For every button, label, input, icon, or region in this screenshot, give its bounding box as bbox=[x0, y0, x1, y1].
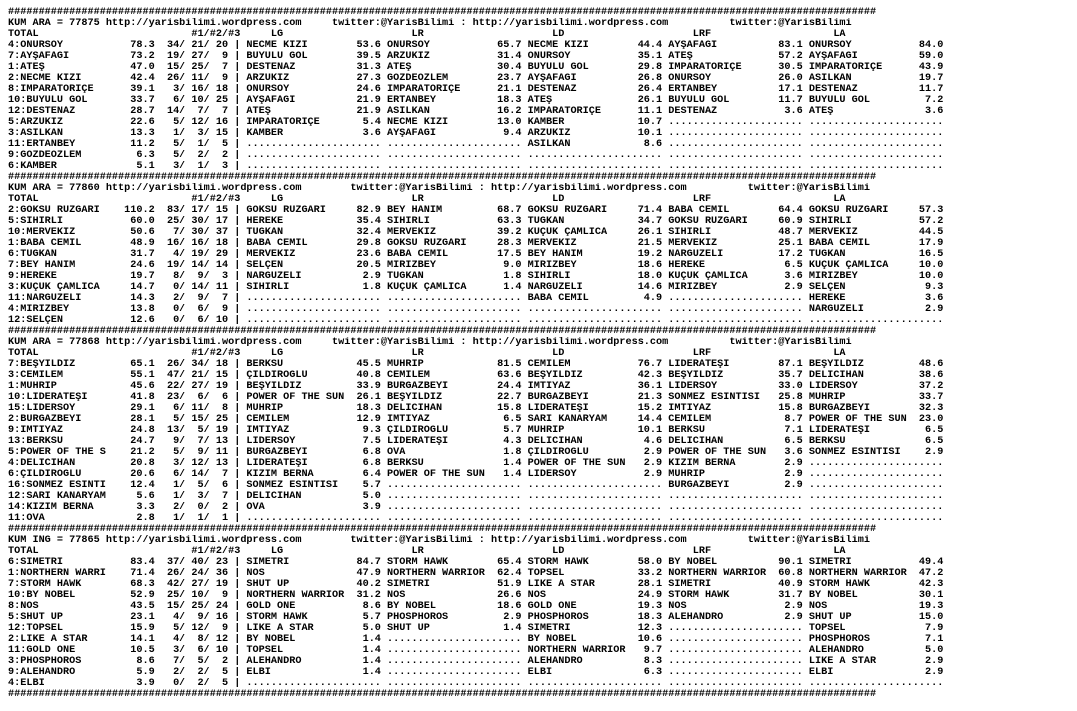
table-row: 15:LİDERSOY 29.1 6/ 11/ 8 | MUHRİP 18.3 DELİCİHAN 15.8 LİDERATEŞİ 15.2 İMTİYAZ 15.8 BURGAZBEYİ 32.3 bbox=[8, 403, 944, 414]
column-header-line: TOTAL #1/#2/#3 LG LR LD LRF LA bbox=[8, 29, 846, 40]
table-row: 5:SHUT UP 23.1 4/ 9/ 16 | STORM HAWK 5.7 PHOSPHOROS 2.9 PHOSPHOROS 18.3 ALEHANDRO 2.9 SHUT UP 15.0 bbox=[8, 612, 944, 623]
table-row: 12:TOPSEL 15.9 5/ 12/ 9 | LIKE A STAR 5.0 SHUT UP 1.4 SİMETRİ 12.3 ...................... TOPSEL 7.9 bbox=[8, 623, 944, 634]
race-header-line: KUM ARA = 77875 http://yarisbilimi.wordpress.com twitter:@YarisBilimi : http://yarisbilimi.wordpress.com twitter:@YarisBilimi bbox=[8, 18, 852, 29]
table-row: 3:PHOSPHOROS 8.6 7/ 5/ 2 | ALEHANDRO 1.4 ...................... ALEHANDRO 8.3 ...................... LIKE A STAR 2.9 bbox=[8, 656, 944, 667]
table-row: 8:İMPARATORİÇE 39.1 3/ 16/ 18 | ONURSOY 24.6 İMPARATORİÇE 21.1 DESTENAZ 26.4 ERTANBEY 17.1 DESTENAZ 11.7 bbox=[8, 84, 944, 95]
results-document bbox=[8, 7, 1073, 700]
table-row: 7:BEY HANIM 24.6 19/ 14/ 14 | SELÇEN 20.5 MIRIZBEY 9.0 MIRIZBEY 18.6 HEREKE 6.5 KÜÇÜK ÇAMLICA 10.0 bbox=[8, 260, 944, 271]
table-row: 11:GOLD ONE 10.5 3/ 6/ 10 | TOPSEL 1.4 ...................... NORTHERN WARRIOR 9.7 ...................... ALEHANDRO 5.0 bbox=[8, 645, 944, 656]
column-header-line: TOTAL #1/#2/#3 LG LR LD LRF LA bbox=[8, 348, 846, 359]
table-row: 10:BÜYÜLÜ GÖL 33.7 6/ 10/ 25 | AYŞAFAĞI 21.9 ERTANBEY 18.3 ATEŞ 26.1 BÜYÜLÜ GÖL 11.7 BÜYÜLÜ GÖL 7.2 bbox=[8, 95, 944, 106]
table-row: 6:TUĞKAN 31.7 4/ 19/ 29 | MERVEKIZ 23.6 BABA CEMİL 17.5 BEY HANIM 19.2 NARGÜZELİ 17.2 TUĞKAN 16.5 bbox=[8, 249, 944, 260]
table-row: 10:BY NOBEL 52.9 25/ 10/ 9 | NORTHERN WARRIOR 31.2 NOS 26.6 NOS 24.9 STORM HAWK 31.7 BY NOBEL 30.1 bbox=[8, 590, 944, 601]
table-row: 4:DELİCİHAN 20.8 3/ 12/ 13 | LİDERATEŞİ 6.8 BERKSU 1.4 POWER OF THE SUN 2.9 KIZIM BERNA 2.9 ...................... bbox=[8, 458, 944, 469]
table-row: 2:LIKE A STAR 14.1 4/ 8/ 12 | BY NOBEL 1.4 ...................... BY NOBEL 10.6 ...................... PHOSPHOROS 7.1 bbox=[8, 634, 944, 645]
table-row: 6:KAMBER 5.1 3/ 1/ 3 | ...................... ...................... ...................... ...................... ...................... bbox=[8, 161, 944, 172]
separator-line: ############################################################################################################################################## bbox=[8, 326, 877, 337]
table-row: 11:OVA 2.8 1/ 1/ 1 | ...................... ...................... ...................... ...................... ...................... bbox=[8, 513, 944, 524]
table-row: 12:DESTENAZ 28.7 14/ 7/ 7 | ATEŞ 21.9 ASİLKAN 16.2 İMPARATORİÇE 11.1 DESTENAZ 3.6 ATEŞ 3.6 bbox=[8, 106, 944, 117]
table-row: 9:İMTİYAZ 24.8 13/ 5/ 19 | İMTİYAZ 9.3 ÇILDIROĞLU 5.7 MUHRİP 10.1 BERKSU 7.1 LİDERATEŞİ 6.5 bbox=[8, 425, 944, 436]
table-row: 10:LİDERATEŞİ 41.8 23/ 6/ 6 | POWER OF THE SUN 26.1 BEŞYILDIZ 22.7 BURGAZBEYİ 21.3 SÖNMEZ ESİNTİSİ 25.8 MUHRİP 33.7 bbox=[8, 392, 944, 403]
table-row: 9:GÖZDEÖZLEM 6.3 5/ 2/ 2 | ...................... ...................... ...................... ...................... ...................... bbox=[8, 150, 944, 161]
table-row: 11:NARGÜZELİ 14.3 2/ 9/ 7 | ...................... ...................... BABA CEMİL 4.9 ...................... HEREKE 3.6 bbox=[8, 293, 944, 304]
table-row: 6:SİMETRİ 83.4 37/ 40/ 23 | SİMETRİ 84.7 STORM HAWK 65.4 STORM HAWK 58.0 BY NOBEL 90.1 SİMETRİ 49.4 bbox=[8, 557, 944, 568]
table-row: 1:ATEŞ 47.0 15/ 25/ 7 | DESTENAZ 31.3 ATEŞ 30.4 BÜYÜLÜ GÖL 29.8 İMPARATORİÇE 30.5 İMPARATORİÇE 43.9 bbox=[8, 62, 944, 73]
table-row: 7:AYŞAFAĞI 73.2 19/ 27/ 9 | BÜYÜLÜ GÖL 39.5 ARZUKIZ 31.4 ONURSOY 35.1 ATEŞ 57.2 AYŞAFAĞI 59.0 bbox=[8, 51, 944, 62]
table-row: 2:GÖKSU RÜZGARI 110.2 83/ 17/ 15 | GÖKSU RÜZGARI 82.9 BEY HANIM 68.7 GÖKSU RÜZGARI 71.4 BABA CEMİL 64.4 GÖKSU RÜZGARI 57.3 bbox=[8, 205, 944, 216]
table-row: 3:KÜÇÜK ÇAMLICA 14.7 0/ 14/ 11 | SİHİRLİ 1.8 KÜÇÜK ÇAMLICA 1.4 NARGÜZELİ 14.6 MIRIZBEY 2.9 SELÇEN 9.3 bbox=[8, 282, 944, 293]
table-row: 12:SELÇEN 12.6 0/ 6/ 10 | ...................... ...................... ...................... ...................... ...................... bbox=[8, 315, 944, 326]
race-header-line: KUM ARA = 77868 http://yarisbilimi.wordpress.com twitter:@YarisBilimi : http://yarisbilimi.wordpress.com twitter:@YarisBilimi bbox=[8, 337, 852, 348]
table-row: 16:SÖNMEZ ESİNTİ 12.4 1/ 5/ 6 | SÖNMEZ ESİNTİSİ 5.7 ...................... ...................... BURGAZBEYİ 2.9 ...................... bbox=[8, 480, 944, 491]
separator-line: ############################################################################################################################################## bbox=[8, 524, 877, 535]
table-row: 1:BABA CEMİL 48.9 16/ 16/ 18 | BABA CEMİL 29.8 GÖKSU RÜZGARI 28.3 MERVEKIZ 21.5 MERVEKIZ 25.1 BABA CEMİL 17.9 bbox=[8, 238, 944, 249]
separator-line: ############################################################################################################################################## bbox=[8, 172, 877, 183]
table-row: 5:SİHİRLİ 60.0 25/ 30/ 17 | HEREKE 35.4 SİHİRLİ 63.3 TUĞKAN 34.7 GÖKSU RÜZGARI 60.9 SİHİRLİ 57.2 bbox=[8, 216, 944, 227]
table-row: 10:MERVEKIZ 50.6 7/ 30/ 37 | TUĞKAN 32.4 MERVEKIZ 39.2 KÜÇÜK ÇAMLICA 26.1 SİHİRLİ 48.7 MERVEKIZ 44.5 bbox=[8, 227, 944, 238]
separator-line: ############################################################################################################################################## bbox=[8, 7, 877, 18]
table-row: 2:BURGAZBEYİ 28.1 5/ 15/ 25 | CEMİLEM 12.9 İMTİYAZ 6.5 SARI KANARYAM 14.4 CEMİLEM 8.7 POWER OF THE SUN 23.0 bbox=[8, 414, 944, 425]
table-row: 5:ARZUKIZ 22.6 5/ 12/ 16 | İMPARATORİÇE 5.4 NECME KIZI 13.0 KAMBER 10.7 ...................... ...................... bbox=[8, 117, 944, 128]
table-row: 8:NOS 43.5 15/ 25/ 24 | GOLD ONE 8.6 BY NOBEL 18.6 GOLD ONE 19.3 NOS 2.9 NOS 19.3 bbox=[8, 601, 944, 612]
table-row: 7:BEŞYILDIZ 65.1 26/ 34/ 18 | BERKSU 45.5 MUHRİP 81.5 CEMİLEM 76.7 LİDERATEŞİ 87.1 BEŞYILDIZ 48.6 bbox=[8, 359, 944, 370]
table-row: 4:ELBİ 3.9 0/ 2/ 5 | ...................... ...................... ...................... ...................... ...................... bbox=[8, 678, 944, 689]
table-row: 7:STORM HAWK 68.3 42/ 27/ 19 | SHUT UP 40.2 SİMETRİ 51.9 LIKE A STAR 28.1 SİMETRİ 40.9 STORM HAWK 42.3 bbox=[8, 579, 944, 590]
table-row: 2:NECME KIZI 42.4 26/ 11/ 9 | ARZUKIZ 27.3 GÖZDEÖZLEM 23.7 AYŞAFAĞI 26.8 ONURSOY 26.0 ASİLKAN 19.7 bbox=[8, 73, 944, 84]
table-row: 4:MIRIZBEY 13.8 0/ 6/ 9 | ...................... ...................... ...................... ...................... NARGÜZELİ 2.9 bbox=[8, 304, 944, 315]
column-header-line: TOTAL #1/#2/#3 LG LR LD LRF LA bbox=[8, 194, 846, 205]
table-row: 1:NORTHERN WARRI 71.4 26/ 24/ 36 | NOS 47.9 NORTHERN WARRIOR 62.4 TOPSEL 33.2 NORTHERN WARRIOR 60.8 NORTHERN WARRIOR 47.2 bbox=[8, 568, 944, 579]
table-row: 13:BERKSU 24.7 9/ 7/ 13 | LİDERSOY 7.5 LİDERATEŞİ 4.3 DELİCİHAN 4.6 DELİCİHAN 6.5 BERKSU 6.5 bbox=[8, 436, 944, 447]
table-row: 4:ONURSOY 78.3 34/ 21/ 20 | NECME KIZI 53.6 ONURSOY 65.7 NECME KIZI 44.4 AYŞAFAĞI 83.1 ONURSOY 84.0 bbox=[8, 40, 944, 51]
table-row: 6:ÇILDIROĞLU 20.6 6/ 14/ 7 | KIZIM BERNA 6.4 POWER OF THE SUN 1.4 LİDERSOY 2.9 MUHRİP 2.9 ...................... bbox=[8, 469, 944, 480]
race-header-line: KUM ARA = 77860 http://yarisbilimi.wordpress.com twitter:@YarisBilimi : http://yarisbilimi.wordpress.com twitter:@YarisBilimi bbox=[8, 183, 871, 194]
table-row: 9:ALEHANDRO 5.9 2/ 2/ 5 | ELBİ 1.4 ...................... ELBİ 6.3 ...................... ELBİ 2.9 bbox=[8, 667, 944, 678]
table-row: 12:SARI KANARYAM 5.6 1/ 3/ 7 | DELİCİHAN 5.0 ...................... ...................... ...................... ...................... bbox=[8, 491, 944, 502]
table-row: 5:POWER OF THE S 21.2 5/ 9/ 11 | BURGAZBEYİ 6.8 OVA 1.8 ÇILDIROĞLU 2.9 POWER OF THE SUN 3.6 SÖNMEZ ESİNTİSİ 2.9 bbox=[8, 447, 944, 458]
column-header-line: TOTAL #1/#2/#3 LG LR LD LRF LA bbox=[8, 546, 846, 557]
separator-line: ############################################################################################################################################## bbox=[8, 689, 877, 700]
table-row: 11:ERTANBEY 11.2 5/ 1/ 5 | ...................... ...................... ASİLKAN 8.6 ...................... ...................... bbox=[8, 139, 944, 150]
table-row: 14:KIZIM BERNA 3.3 2/ 0/ 2 | OVA 3.9 ...................... ...................... ...................... ...................... bbox=[8, 502, 944, 513]
table-row: 9:HEREKE 19.7 8/ 9/ 3 | NARGÜZELİ 2.9 TUĞKAN 1.8 SİHİRLİ 18.0 KÜÇÜK ÇAMLICA 3.6 MIRIZBEY 10.0 bbox=[8, 271, 944, 282]
race-header-line: KUM ING = 77865 http://yarisbilimi.wordpress.com twitter:@YarisBilimi : http://yarisbilimi.wordpress.com twitter:@YarisBilimi bbox=[8, 535, 871, 546]
table-row: 3:CEMİLEM 55.1 47/ 21/ 15 | ÇILDIROĞLU 40.8 CEMİLEM 63.6 BEŞYILDIZ 42.3 BEŞYILDIZ 35.7 DELİCİHAN 38.6 bbox=[8, 370, 944, 381]
table-row: 1:MUHRİP 45.6 22/ 27/ 19 | BEŞYILDIZ 33.9 BURGAZBEYİ 24.4 İMTİYAZ 36.1 LİDERSOY 33.0 LİDERSOY 37.2 bbox=[8, 381, 944, 392]
table-row: 3:ASİLKAN 13.3 1/ 3/ 15 | KAMBER 3.6 AYŞAFAĞI 9.4 ARZUKIZ 10.1 ...................... ...................... bbox=[8, 128, 944, 139]
